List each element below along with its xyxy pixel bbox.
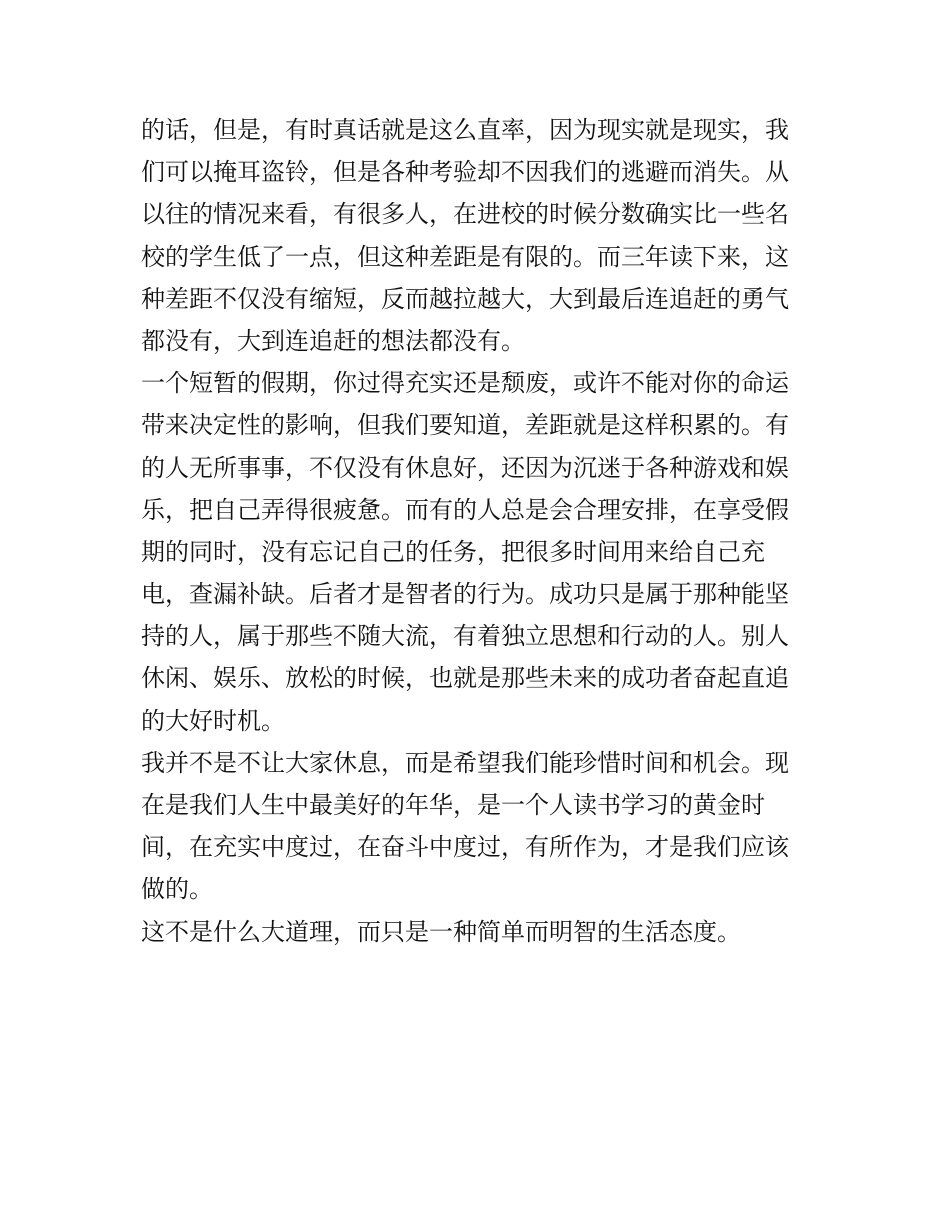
text-line: 我并不是不让大家休息，而是希望我们能珍惜时间和机会。现: [141, 748, 789, 777]
text-line: 的话，但是，有时真话就是这么直率，因为现实就是现实，我: [141, 116, 789, 144]
text-line: 都没有，大到连追赶的想法都没有。: [141, 326, 525, 355]
text-line: 的大好时机。: [141, 706, 285, 735]
text-line: 校的学生低了一点，但这种差距是有限的。而三年读下来，这: [141, 242, 789, 271]
text-line: 持的人，属于那些不随大流，有着独立思想和行动的人。别人: [141, 622, 789, 651]
text-line: 电，查漏补缺。后者才是智者的行为。成功只是属于那种能坚: [141, 580, 789, 609]
text-line: 这不是什么大道理，而只是一种简单而明智的生活态度。: [141, 917, 741, 946]
body-text: [141, 109, 821, 953]
text-line: 种差距不仅没有缩短，反而越拉越大，大到最后连追赶的勇气: [141, 284, 789, 313]
text-line: 间，在充实中度过，在奋斗中度过，有所作为，才是我们应该: [141, 833, 789, 862]
text-line: 乐，把自己弄得很疲惫。而有的人总是会合理安排，在享受假: [141, 495, 789, 524]
text-line: 的人无所事事，不仅没有休息好，还因为沉迷于各种游戏和娱: [141, 453, 789, 482]
text-line: 在是我们人生中最美好的年华，是一个人读书学习的黄金时: [141, 791, 765, 819]
text-line: 以往的情况来看，有很多人，在进校的时候分数确实比一些名: [141, 200, 789, 229]
text-line: 做的。: [141, 875, 213, 904]
text-line: 期的同时，没有忘记自己的任务，把很多时间用来给自己充: [141, 537, 765, 566]
text-line: 休闲、娱乐、放松的时候，也就是那些未来的成功者奋起直追: [141, 664, 789, 693]
text-line: 带来决定性的影响，但我们要知道，差距就是这样积累的。有: [141, 411, 789, 440]
text-line: 们可以掩耳盗铃，但是各种考验却不因我们的逃避而消失。从: [141, 158, 789, 187]
text-line: 一个短暂的假期，你过得充实还是颓废，或许不能对你的命运: [141, 369, 789, 398]
